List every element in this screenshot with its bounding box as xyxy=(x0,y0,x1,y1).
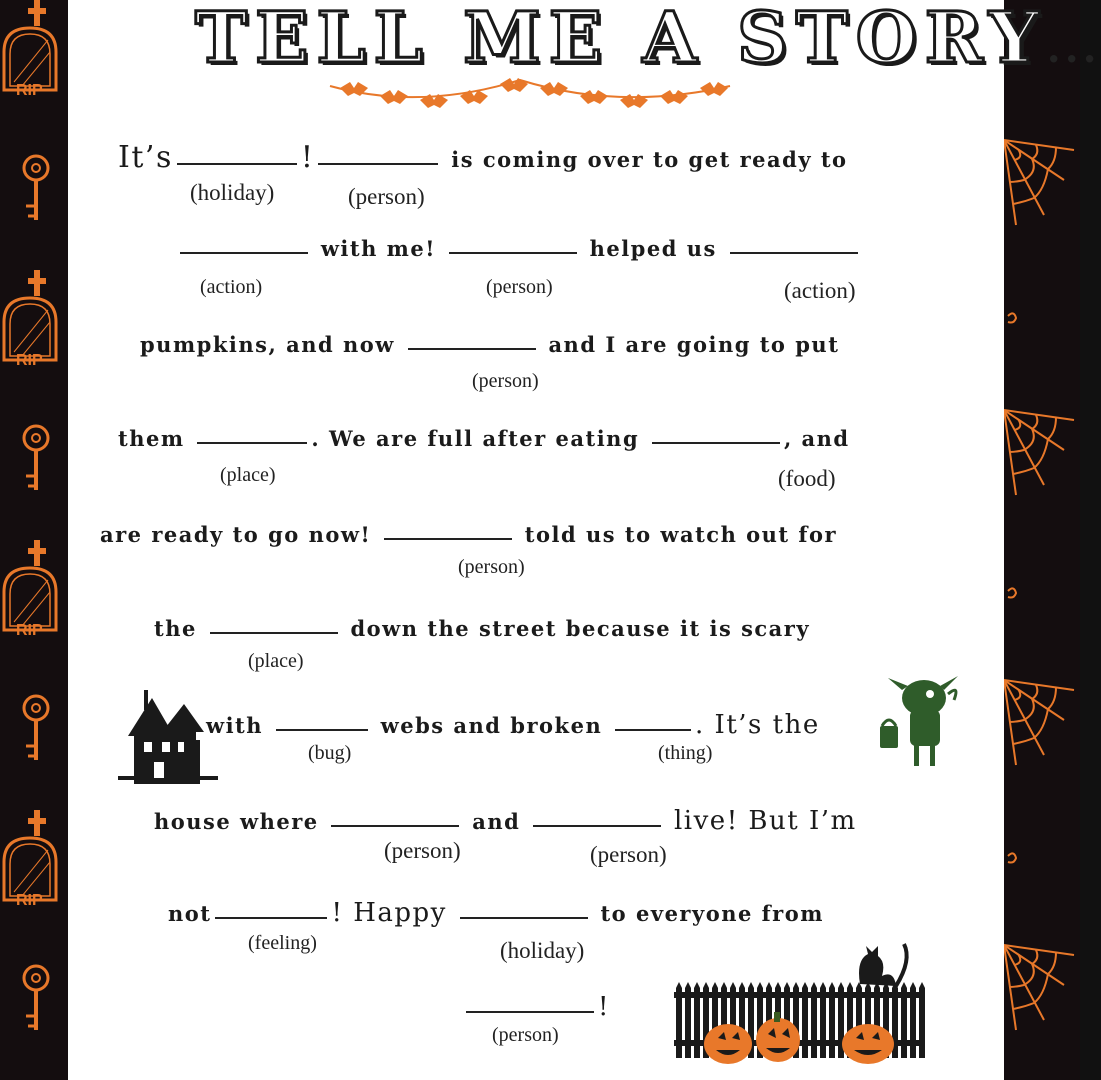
hint-person: (person) xyxy=(492,1024,559,1046)
story-text: ! xyxy=(300,140,315,175)
blank-holiday[interactable] xyxy=(177,159,297,165)
tombstone-label: RIP xyxy=(16,352,43,369)
hint-food: (food) xyxy=(778,466,836,491)
left-border-decor xyxy=(0,0,68,1080)
hint-thing: (thing) xyxy=(658,742,713,764)
hint-feeling: (feeling) xyxy=(248,932,317,954)
hint-person: (person) xyxy=(590,842,667,867)
story-text: told us to watch out for xyxy=(524,522,838,547)
story-text: live! But I’m xyxy=(673,806,857,836)
hint-action: (action) xyxy=(784,278,856,303)
blank-person[interactable] xyxy=(466,1007,594,1013)
title-text: TELL ME A STORY xyxy=(195,0,1047,79)
story-line-9 xyxy=(168,898,824,928)
haunted-house-icon xyxy=(118,690,218,790)
story-text: down the street because it is scary xyxy=(350,616,811,641)
story-text: helped us xyxy=(589,236,717,261)
story-line-10 xyxy=(462,992,610,1022)
story-line-4 xyxy=(118,426,850,451)
blank-action[interactable] xyxy=(180,248,308,254)
story-text: house where xyxy=(154,809,319,834)
hint-action: (action) xyxy=(200,276,263,298)
story-line-7 xyxy=(206,710,820,740)
blank-person[interactable] xyxy=(408,344,536,350)
hint-person: (person) xyxy=(384,838,461,863)
blank-person[interactable] xyxy=(533,821,661,827)
blank-bug[interactable] xyxy=(276,725,368,731)
story-text: with me! xyxy=(320,236,436,261)
story-text: , and xyxy=(783,426,850,451)
blank-feeling[interactable] xyxy=(215,913,327,919)
blank-holiday[interactable] xyxy=(460,913,588,919)
blank-action[interactable] xyxy=(730,248,858,254)
story-text: to everyone from xyxy=(600,901,824,926)
tombstone-label: RIP xyxy=(16,892,43,909)
story-text: . We are full after eating xyxy=(311,426,640,451)
story-line-3 xyxy=(140,332,839,357)
right-border xyxy=(1004,0,1080,1080)
story-line-8 xyxy=(154,806,857,836)
story-text: with xyxy=(206,713,264,738)
story-line-1 xyxy=(118,140,848,175)
bat-garland xyxy=(320,66,740,126)
goblin-icon xyxy=(874,670,964,770)
hint-person: (person) xyxy=(348,184,425,209)
blank-person[interactable] xyxy=(384,534,512,540)
blank-food[interactable] xyxy=(652,438,780,444)
blank-thing[interactable] xyxy=(615,725,691,731)
story-text: It’s xyxy=(118,140,173,175)
story-text: webs and broken xyxy=(380,713,603,738)
hint-bug: (bug) xyxy=(308,742,352,764)
story-text: pumpkins, and now xyxy=(140,332,395,357)
story-text: and I are going to put xyxy=(548,332,840,357)
tombstone-label: RIP xyxy=(16,82,43,99)
story-text: the xyxy=(154,616,197,641)
hint-place: (place) xyxy=(220,464,276,486)
left-border xyxy=(0,0,68,1080)
title-dots: ... xyxy=(1046,25,1101,72)
blank-person[interactable] xyxy=(318,159,438,165)
tombstone-label: RIP xyxy=(16,622,43,639)
hint-holiday: (holiday) xyxy=(190,180,275,205)
story-text: not xyxy=(168,901,212,926)
blank-person[interactable] xyxy=(331,821,459,827)
blank-place[interactable] xyxy=(197,438,307,444)
story-text: ! Happy xyxy=(331,898,447,928)
story-text: ! xyxy=(598,992,610,1022)
story-line-2 xyxy=(176,236,862,261)
hint-holiday: (holiday) xyxy=(500,938,585,963)
story-text: and xyxy=(472,809,521,834)
story-text: . It’s the xyxy=(695,710,820,740)
hint-person: (person) xyxy=(458,556,525,578)
story-line-6 xyxy=(154,616,810,641)
spiderweb-border xyxy=(1004,0,1080,1080)
story-text: them xyxy=(118,426,185,451)
story-text: is coming over to get ready to xyxy=(451,147,848,172)
blank-person[interactable] xyxy=(449,248,577,254)
fence-cat-pumpkins-illustration xyxy=(668,940,928,1060)
blank-place[interactable] xyxy=(210,628,338,634)
hint-person: (person) xyxy=(472,370,539,392)
story-text: are ready to go now! xyxy=(100,522,372,547)
hint-place: (place) xyxy=(248,650,304,672)
story-line-5 xyxy=(100,522,837,547)
hint-person: (person) xyxy=(486,276,553,298)
